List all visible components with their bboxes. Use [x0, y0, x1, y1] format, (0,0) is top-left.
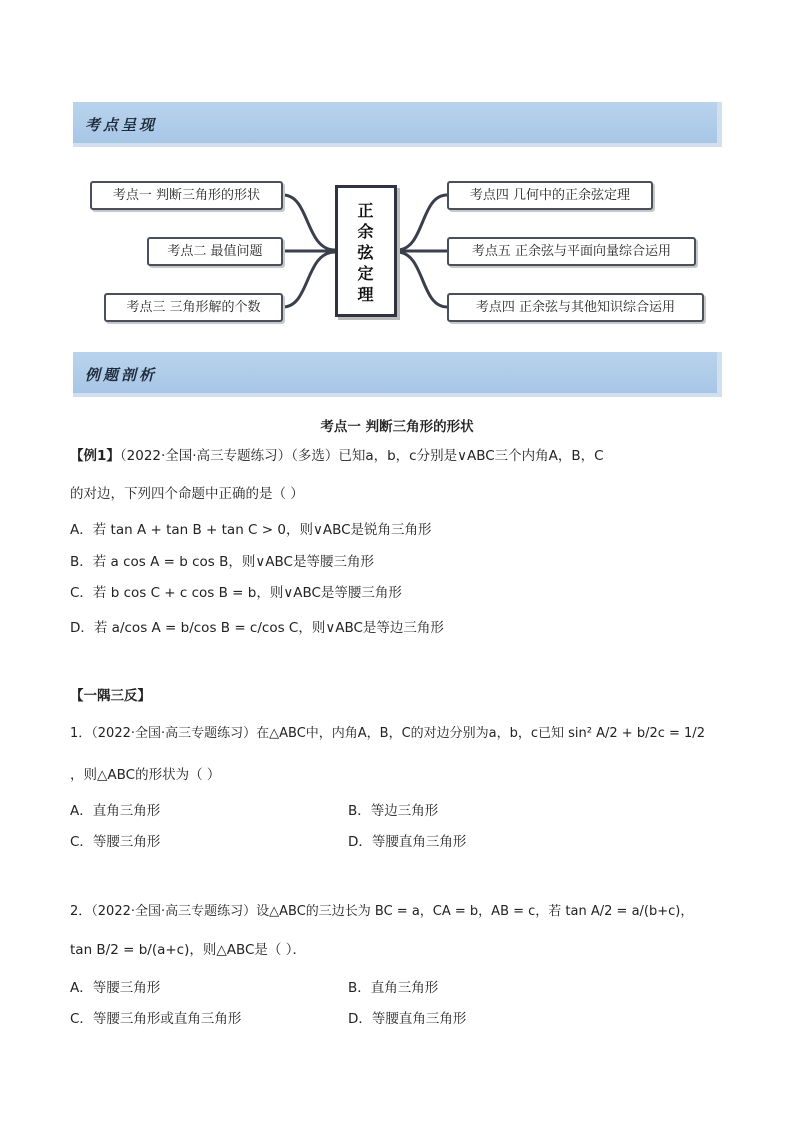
mindmap-center-node	[335, 185, 397, 317]
example1-option-a: A．若 tan A + tan B + tan C > 0，则∨ABC是锐角三角形	[70, 522, 432, 538]
practice-q1-option-b: B．等边三角形	[348, 803, 439, 819]
practice-q1-line1: 1．（2022·全国·高三专题练习）在△ABC中，内角A，B，C的对边分别为a，b，c已知 sin² A/2 + b/2c = 1/2	[70, 726, 705, 741]
example-tag: 【例1】	[70, 448, 120, 464]
mindmap-node-right-1: 考点四 几何中的正余弦定理	[447, 181, 653, 210]
practice-q2-option-c: C．等腰三角形或直角三角形	[70, 1011, 242, 1027]
practice-q2-option-d: D．等腰直角三角形	[348, 1011, 467, 1027]
section-title: 考点一 判断三角形的形状	[320, 419, 474, 435]
mindmap-connectors	[0, 0, 794, 340]
practice-q1-option-d: D．等腰直角三角形	[348, 834, 467, 850]
example1-stem: （2022·全国·高三专题练习）（多选）已知a，b，c分别是∨ABC三个内角A，B，C	[119, 448, 604, 464]
practice-q2-option-a: A．等腰三角形	[70, 980, 161, 996]
banner-title: 考点呈现	[85, 116, 158, 134]
mindmap-node-right-3: 考点四 正余弦与其他知识综合运用	[447, 293, 704, 322]
mindmap-node-left-3: 考点三 三角形解的个数	[104, 293, 283, 322]
mindmap-node-right-2: 考点五 正余弦与平面向量综合运用	[447, 237, 696, 266]
example1-option-c: C．若 b cos C + c cos B = b，则∨ABC是等腰三角形	[70, 585, 402, 601]
banner-title: 例题剖析	[85, 366, 158, 384]
mindmap-node-left-2: 考点二 最值问题	[147, 237, 283, 266]
example1-option-d: D．若 a/cos A = b/cos B = c/cos C，则∨ABC是等边三角形	[70, 620, 444, 636]
mindmap-node-left-1: 考点一 判断三角形的形状	[90, 181, 283, 210]
practice-q1-line2: ，则△ABC的形状为（ ）	[70, 767, 221, 783]
practice-q1-option-a: A．直角三角形	[70, 803, 161, 819]
example1-line1	[70, 444, 604, 464]
mindmap-center-label: 正余弦定理	[355, 202, 374, 307]
example1-option-b: B．若 a cos A = b cos B，则∨ABC是等腰三角形	[70, 554, 374, 570]
practice-q2-option-b: B．直角三角形	[348, 980, 439, 996]
section-banner-liti	[73, 352, 722, 397]
practice-q1-option-c: C．等腰三角形	[70, 834, 161, 850]
practice-q2-line1: 2．（2022·全国·高三专题练习）设△ABC的三边长为 BC = a，CA = b，AB = c，若 tan A/2 = a/(b+c)，	[70, 904, 694, 919]
practice-tag: 【一隅三反】	[70, 688, 151, 704]
example1-line2: 的对边，下列四个命题中正确的是（ ）	[70, 486, 304, 502]
practice-q2-line2: tan B/2 = b/(a+c)，则△ABC是（ ）．	[70, 942, 306, 958]
